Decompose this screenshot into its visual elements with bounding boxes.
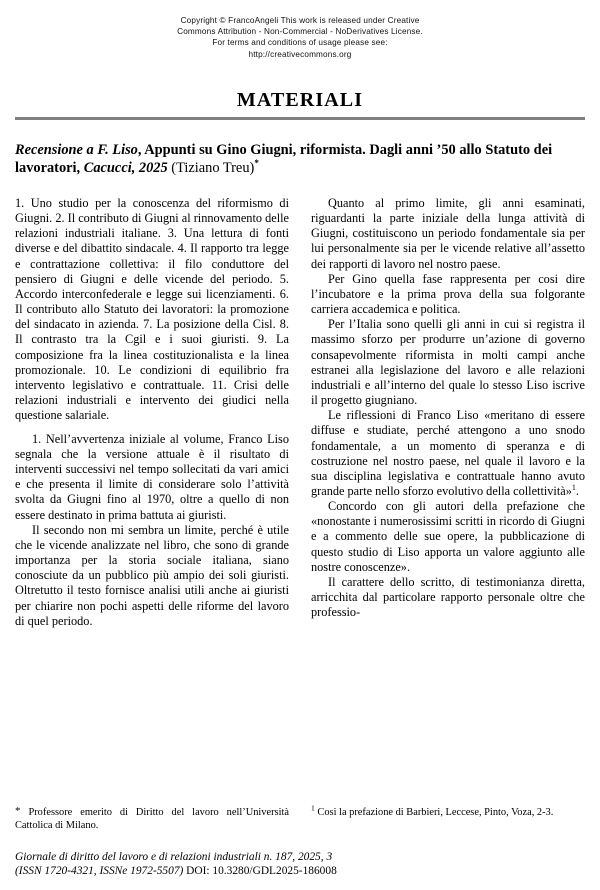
copyright-line-3: For terms and conditions of usage please see: — [212, 38, 388, 48]
paragraph-right-5: Concordo con gli autori della prefazione che «nonostante i numerosissimi scritti in ricordo di Giugni e a commento delle sue opere, la pubblicazione di questo studio di Liso apporta un valore aggiunto alle nostre conoscenze». — [311, 499, 585, 574]
journal-issn-doi — [15, 864, 585, 878]
footnote-left-text: Professore emerito di Diritto del lavoro nell’Università Cattolica di Milano. — [15, 807, 289, 831]
paragraph-right-2: Per Gino quella fase rappresenta per cosi dire l’incubatore e la prima prova della sua folgorante carriera accademica e politica. — [311, 271, 585, 317]
copyright-notice — [15, 15, 585, 60]
journal-issn: (ISSN 1720-4321, ISSNe 1972-5507) — [15, 865, 184, 878]
article-title-footnote-marker[interactable]: * — [254, 158, 259, 169]
right-column — [311, 196, 585, 620]
footnotes-area — [15, 803, 585, 832]
footnote-right-marker: 1 — [311, 803, 315, 813]
paragraph-right-4-text: Le riflessioni di Franco Liso «meritano di essere diffuse e studiate, perché attengono a uno snodo fondamentale, a un momento di speranza e di costruzione nel nostro paese, nel quale il lavoro e la sua disciplina legislativa e contrattuale hanno avuto grande parte nello sforzo evolutivo della collettività» — [311, 408, 585, 498]
paragraph-left-1: 1. Nell’avvertenza iniziale al volume, Franco Liso segnala che la versione attuale è il risultato di interventi successivi nel tempo sollecitati da vari amici e che presenta il limite di considerare solo l’attività svolta da Giugni fino al 1970, oltre a quello di non essere destinato in prima battuta ai giuristi. — [15, 431, 289, 522]
copyright-line-2: Commons Attribution - Non-Commercial - NoDerivatives License. — [177, 27, 423, 37]
heading-divider — [15, 117, 585, 120]
footnote-left-body — [15, 806, 289, 832]
footnote-ref-1[interactable]: 1 — [571, 482, 576, 492]
paragraph-left-2: Il secondo non mi sembra un limite, perché è utile che le vicende analizzate nel libro, che sono di grande importanza per la storia sociale italiana, siano conosciute da un pubblico più ampio dei soli giuristi. Oltretutto il testo fornisce analisi utili anche ai giuristi per chiarire non pochi aspetti delle riforme del lavoro di quel periodo. — [15, 522, 289, 628]
journal-citation: Giornale di diritto del lavoro e di relazioni industriali n. 187, 2025, 3 — [15, 851, 333, 863]
journal-doi: DOI: 10.3280/GDL2025-186008 — [183, 865, 337, 878]
article-author: (Tiziano Treu) — [167, 160, 255, 177]
paragraph-right-3: Per l’Italia sono quelli gli anni in cui si registra il massimo sforzo per produrre un’azione di governo consapevolmente riformista in molti campi anche estranei alla legislazione del lavoro e alle relazioni industriali e all’interno del quale lo stesso Liso iscrive il progetto giugniano. — [311, 317, 585, 408]
footnote-right-text: Cosi la prefazione di Barbieri, Leccese, Pinto, Voza, 2-3. — [317, 807, 554, 818]
footnote-left-marker: * — [15, 805, 21, 817]
paragraph-right-4: Le riflessioni di Franco Liso «meritano di essere diffuse e studiate, perché attengono a uno snodo fondamentale, a un momento di speranza e di costruzione nel nostro paese, nel quale il lavoro e la sua disciplina legislativa e contrattuale hanno avuto grande parte nello sforzo evolutivo della collettività»$^1$. — [311, 408, 585, 498]
footnote-left — [15, 806, 289, 832]
journal-footer — [15, 850, 585, 879]
article-title-italic-2: Cacucci, 2025 — [83, 160, 168, 177]
article-title-italic-1: Recensione a F. Liso — [15, 141, 138, 158]
section-heading: MATERIALI — [236, 88, 364, 111]
copyright-line-1: Copyright © FrancoAngeli This work is released under Creative — [180, 16, 420, 25]
article-title-bold-1: , Appunti su Gino Giugni, riformista. Dagli anni ’50 allo Statuto dei lavoratori, — [15, 141, 553, 177]
footnote-right-body — [311, 803, 585, 819]
left-column — [15, 196, 289, 629]
copyright-url[interactable]: http://creativecommons.org — [248, 49, 352, 59]
footnote-right — [311, 803, 585, 832]
paragraph-right-6: Il carattere dello scritto, di testimonianza diretta, arricchita dal particolare rapporto personale oltre che professio- — [311, 574, 585, 620]
body-columns — [15, 196, 585, 629]
paragraph-abstract: 1. Uno studio per la conoscenza del riformismo di Giugni. 2. Il contributo di Giugni al rinnovamento delle relazioni industriali italiane. 3. Una lettura di fonti diverse e del dibattito sindacale. 4. Il rapporto tra legge e contrattazione collettiva: il filo conduttore del pensiero di Giugni e delle vicende del periodo. 5. Accordo interconfederale e legge sui licenziamenti. 6. Il contributo allo Statuto dei lavoratori: la promozione del sindacato in azienda. 7. La posizione della Cisl. 8. Il contrasto tra la Cgil e i suoi giuristi. 9. La composizione fra la linea costituzionalista e la linea promozionale. 10. Le condizioni di equilibrio fra intervento legislativo e contrattuale. 11. Crisi delle relazioni industriali e intervento dei giudici nella questione salariale. — [15, 196, 289, 423]
article-title — [15, 141, 585, 178]
paragraph-right-1: Quanto al primo limite, gli anni esaminati, riguardanti la parte iniziale della lunga attività di Giugni, costituiscono un periodo fondamentale sia per lui personalmente sia per le vicende relative all’assetto dei rapporti di lavoro nel nostro paese. — [311, 196, 585, 271]
